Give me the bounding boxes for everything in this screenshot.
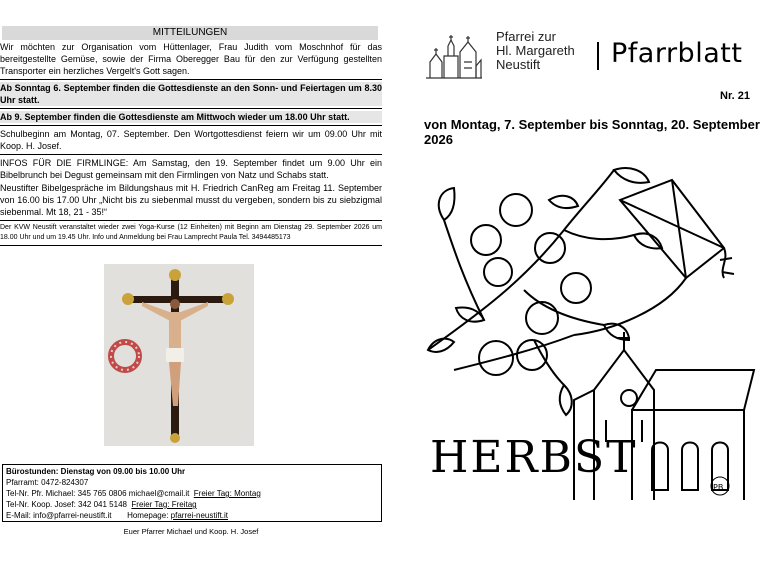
thanks-paragraph: Wir möchten zur Organisation vom Hüttenlager, Frau Judith vom Moschnhof für das bereitgestellte Gemüse, sowie der Firma Oberegger Bau für den zur Verfügung gestellten Transporter ein herzliches Vergelt's Gott sagen. (0, 42, 382, 76)
signature: Euer Pfarrer Michael und Koop. H. Josef (123, 527, 259, 536)
pfarramt-phone: Pfarramt: 0472-824307 (6, 478, 89, 487)
parish-name-line: Hl. Margareth (496, 43, 575, 58)
parish-name-line: Neustift (496, 57, 541, 72)
parish-name (496, 30, 575, 72)
pastor-contact: Tel-Nr. Pfr. Michael: 345 765 0806 michael@cmail.it (6, 489, 190, 498)
divider (0, 108, 382, 109)
issue-number: Nr. 21 (720, 90, 750, 102)
crucifix-photo (104, 264, 254, 446)
office-info-box (2, 464, 382, 522)
autumn-word: HERBST (430, 432, 638, 483)
school-start-notice: Schulbeginn am Montag, 07. September. Den Wortgottesdienst feiern wir um 09.00 Uhr mit Koop. H. Josef. (0, 129, 382, 151)
homepage-label: Homepage: (127, 511, 169, 520)
divider (0, 79, 382, 80)
divider (0, 220, 382, 221)
office-hours: Bürostunden: Dienstag von 09.00 bis 10.00 Uhr (6, 467, 186, 476)
pastor-free-day: Freier Tag: Montag (193, 489, 261, 498)
parish-name-line: Pfarrei zur (496, 29, 556, 44)
chaplain-free-day: Freier Tag: Freitag (131, 500, 197, 509)
church-logo-icon (424, 32, 484, 80)
divider (0, 125, 382, 126)
chaplain-contact: Tel-Nr. Koop. Josef: 342 041 5148 (6, 500, 127, 509)
announcements-column (0, 26, 382, 248)
header-separator (597, 42, 599, 70)
divider (0, 245, 382, 246)
autumn-illustration (424, 160, 760, 500)
homepage-link[interactable]: pfarrei-neustift.it (170, 511, 229, 520)
date-range: von Montag, 7. September bis Sonntag, 20. September 2026 (424, 117, 760, 147)
divider (0, 154, 382, 155)
artist-initials: PB (713, 483, 724, 492)
wednesday-mass-notice: Ab 9. September finden die Gottesdienste am Mittwoch wieder um 18.00 Uhr statt. (0, 111, 382, 123)
email-address[interactable]: E-Mail: info@pfarrei-neustift.it (6, 511, 112, 520)
newsletter-title: Pfarrblatt (611, 38, 743, 69)
section-heading: MITTEILUNGEN (2, 26, 378, 40)
sunday-mass-notice: Ab Sonntag 6. September finden die Gottesdienste an den Sonn- und Feiertagen um 8.30 Uhr statt. (0, 83, 382, 105)
confirmands-notice: INFOS FÜR DIE FIRMLINGE: Am Samstag, den 19. September findet um 9.00 Uhr ein Bibelbrunch bei Degust gemeinsam mit den Firmlingen von Natz und Schabs statt. (0, 158, 382, 180)
bible-talks-notice: Neustifter Bibelgespräche im Bildungshaus mit H. Friedrich CanReg am Freitag 11. September von 16.00 bis 17.00 Uhr „Nicht bis zu siebenmal musst du vergeben, sondern bis zu siebzigmal siebenmal. Mt 18, 21 - 35!“ (0, 183, 382, 217)
yoga-notice: Der KVW Neustift veranstaltet wieder zwei Yoga-Kurse (12 Einheiten) mit Beginn am Dienstag 29. September 2026 um 18.00 Uhr und um 19.45 Uhr. Info und Anmeldung bei Frau Lamprecht Paula Tel. 3494485173 (0, 224, 382, 241)
